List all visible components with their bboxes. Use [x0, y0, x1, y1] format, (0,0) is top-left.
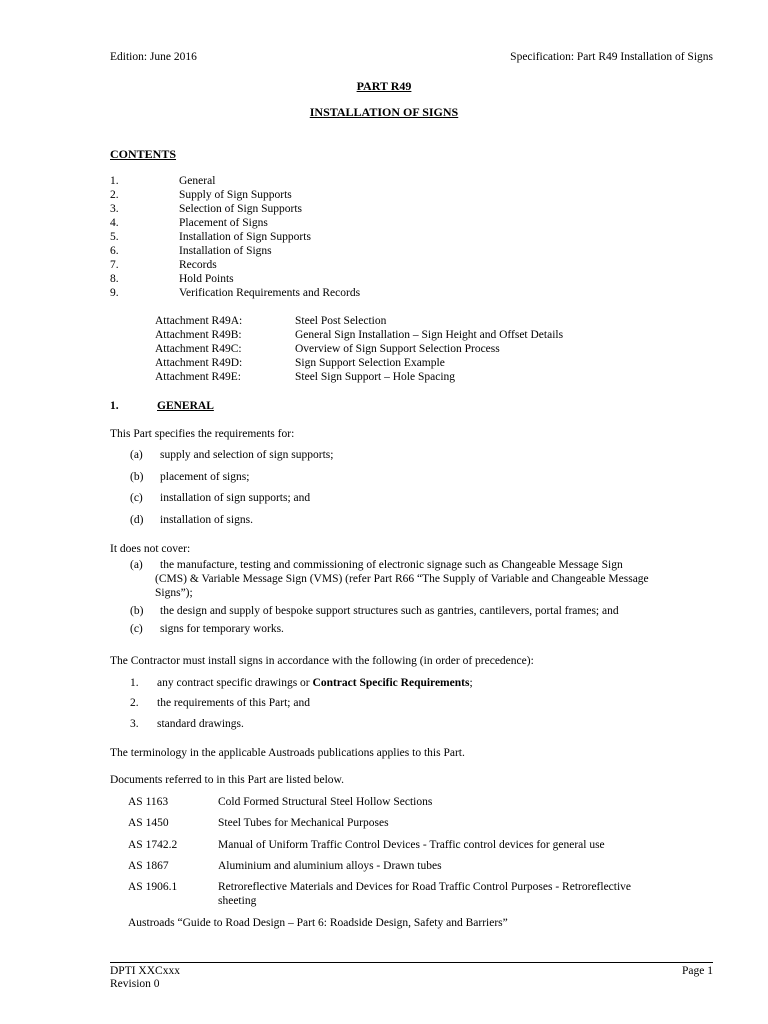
document-title: Steel Tubes for Mechanical Purposes	[218, 817, 389, 829]
list-item	[157, 677, 473, 689]
document-code: AS 1906.1	[128, 881, 178, 893]
toc-title: General	[179, 175, 216, 187]
list-marker: 3.	[130, 718, 139, 730]
toc-title: Installation of Sign Supports	[179, 231, 311, 243]
list-item: the manufacture, testing and commissioning of electronic signage such as Changeable Message Sign	[160, 559, 623, 571]
list-marker: (a)	[130, 559, 143, 571]
toc-number: 7.	[110, 259, 119, 271]
list-marker: (d)	[130, 514, 144, 526]
document-code: AS 1163	[128, 796, 169, 808]
defined-term: Contract Specific Requirements	[312, 677, 470, 689]
section-intro: This Part specifies the requirements for:	[110, 428, 295, 440]
precedence-intro: The Contractor must install signs in accordance with the following (in order of precedence):	[110, 655, 534, 667]
toc-number: 1.	[110, 175, 119, 187]
contents-heading: CONTENTS	[110, 147, 177, 161]
list-item: supply and selection of sign supports;	[160, 449, 334, 461]
footer-document-code: DPTI XXCxxx	[110, 965, 180, 977]
list-marker: (b)	[130, 471, 144, 483]
toc-number: 2.	[110, 189, 119, 201]
footer-divider	[110, 962, 713, 963]
attachment-label: Attachment R49D:	[155, 357, 243, 369]
list-marker: (c)	[130, 492, 143, 504]
footer-revision: Revision 0	[110, 978, 160, 990]
list-item: installation of signs.	[160, 514, 253, 526]
attachment-title: Steel Post Selection	[295, 315, 387, 327]
attachment-title: Sign Support Selection Example	[295, 357, 445, 369]
exclusions-intro: It does not cover:	[110, 543, 191, 555]
list-item: the requirements of this Part; and	[157, 697, 310, 709]
toc-number: 6.	[110, 245, 119, 257]
attachment-title: Steel Sign Support – Hole Spacing	[295, 371, 456, 383]
toc-title: Installation of Signs	[179, 245, 272, 257]
document-code: AS 1450	[128, 817, 169, 829]
toc-title: Supply of Sign Supports	[179, 189, 292, 201]
list-item-text: any contract specific drawings or	[157, 677, 313, 689]
list-item: installation of sign supports; and	[160, 492, 311, 504]
toc-number: 8.	[110, 273, 119, 285]
document-code: AS 1742.2	[128, 839, 178, 851]
toc-title: Verification Requirements and Records	[179, 287, 361, 299]
attachment-title: Overview of Sign Support Selection Process	[295, 343, 500, 355]
attachment-label: Attachment R49B:	[155, 329, 242, 341]
toc-title: Placement of Signs	[179, 217, 268, 229]
attachment-title: General Sign Installation – Sign Height and Offset Details	[295, 329, 564, 341]
document-title-continuation: sheeting	[218, 895, 257, 907]
document-code: AS 1867	[128, 860, 169, 872]
list-item: signs for temporary works.	[160, 623, 284, 635]
list-item-continuation: (CMS) & Variable Message Sign (VMS) (refer Part R66 “The Supply of Variable and Changeable Message	[155, 573, 649, 585]
header-edition: Edition: June 2016	[110, 51, 197, 63]
list-marker: 2.	[130, 697, 139, 709]
attachment-label: Attachment R49A:	[155, 315, 243, 327]
document-title: Cold Formed Structural Steel Hollow Sections	[218, 796, 433, 808]
list-marker: (c)	[130, 623, 143, 635]
list-item: the design and supply of bespoke support structures such as gantries, cantilevers, portal frames; and	[160, 605, 619, 617]
terminology-paragraph: The terminology in the applicable Austroads publications applies to this Part.	[110, 747, 465, 759]
toc-title: Selection of Sign Supports	[179, 203, 302, 215]
toc-number: 3.	[110, 203, 119, 215]
list-item: placement of signs;	[160, 471, 250, 483]
attachment-label: Attachment R49C:	[155, 343, 242, 355]
toc-number: 4.	[110, 217, 119, 229]
documents-intro: Documents referred to in this Part are listed below.	[110, 774, 344, 786]
section-number: 1.	[110, 400, 119, 412]
header-specification: Specification: Part R49 Installation of Signs	[510, 51, 713, 63]
list-marker: (a)	[130, 449, 143, 461]
document-title: Aluminium and aluminium alloys - Drawn tubes	[218, 860, 442, 872]
document-title: INSTALLATION OF SIGNS	[309, 105, 459, 119]
section-heading: GENERAL	[157, 400, 214, 412]
part-title: PART R49	[356, 79, 412, 93]
austroads-reference: Austroads “Guide to Road Design – Part 6: Roadside Design, Safety and Barriers”	[128, 917, 508, 929]
toc-title: Hold Points	[179, 273, 234, 285]
list-item-punctuation: ;	[469, 677, 473, 689]
list-marker: 1.	[130, 677, 139, 689]
footer-page-number: Page 1	[682, 965, 713, 977]
list-marker: (b)	[130, 605, 144, 617]
list-item: standard drawings.	[157, 718, 244, 730]
toc-title: Records	[179, 259, 217, 271]
list-item-continuation: Signs”);	[155, 587, 193, 599]
document-title: Retroreflective Materials and Devices for Road Traffic Control Purposes - Retroreflective	[218, 881, 632, 893]
toc-number: 5.	[110, 231, 119, 243]
document-title: Manual of Uniform Traffic Control Devices - Traffic control devices for general use	[218, 839, 605, 851]
toc-number: 9.	[110, 287, 119, 299]
attachment-label: Attachment R49E:	[155, 371, 241, 383]
